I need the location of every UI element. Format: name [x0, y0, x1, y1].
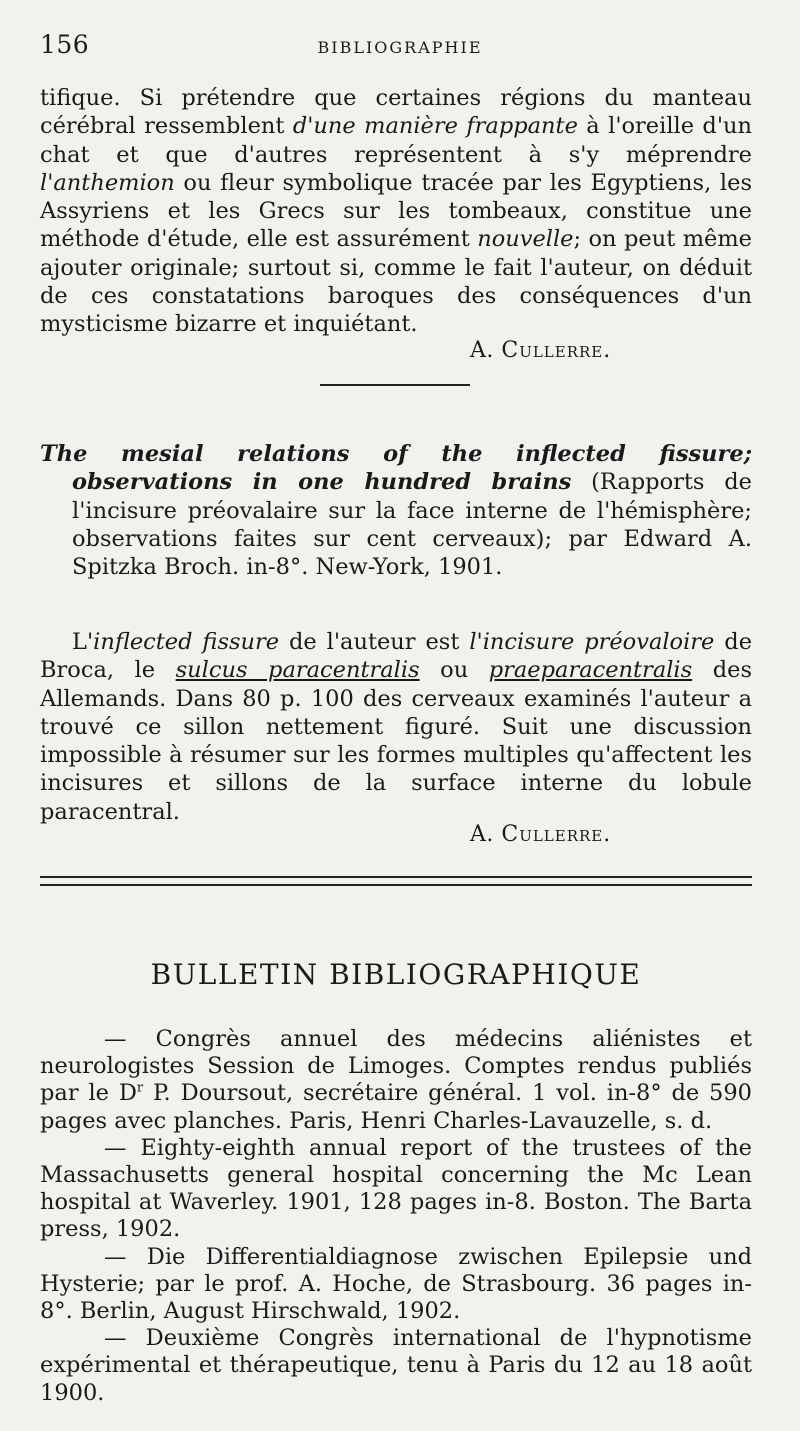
review-signature-1: [470, 338, 611, 363]
bulletin-item: — Die Differentialdiagnose zwischen Epilepsie und Hysterie; par le prof. A. Hoche, de Strasbourg. 36 pages in-8°. Berlin, August Hirschwald, 1902.: [40, 1243, 752, 1325]
bulletin-item: — Deuxième Congrès international de l'hypnotisme expérimental et thérapeutique, tenu à Paris du 12 au 18 août 1900.: [40, 1325, 752, 1406]
text-run: L': [72, 629, 94, 655]
italic-run: praeparacentralis: [488, 657, 693, 684]
section-title: BULLETIN BIBLIOGRAPHIQUE: [150, 958, 642, 991]
signature-name: Cullerre.: [501, 338, 612, 363]
signature-name: Cullerre.: [501, 822, 612, 847]
double-rule-bottom: [40, 884, 752, 886]
text-run: ou: [419, 657, 489, 684]
review-signature-2: [470, 822, 611, 847]
bulletin-item: [40, 1026, 752, 1135]
text-run: à l'oreille d'un chat et que d'autres représentent à s'y méprendre: [40, 113, 752, 168]
signature-initial: A.: [470, 338, 502, 363]
italic-run: sulcus paracentralis: [175, 657, 420, 684]
italic-run: d'une manière frappante: [292, 113, 578, 140]
text-run: — Congrès annuel des médecins aliénistes et neurologistes Session de Limoges. Comptes rendus publiés par le D: [40, 1026, 752, 1107]
page-number: 156: [40, 30, 90, 59]
review-entry-title: [40, 440, 752, 581]
italic-run: l'incisure préovaloire: [469, 629, 715, 655]
separator-rule: [320, 384, 470, 386]
text-run: tifique. Si prétendre que certaines régions du manteau cérébral ressemblent: [40, 85, 752, 140]
text-run: ou fleur symbolique tracée par les Egyptiens, les Assyriens et les Grecs sur les tombeaux, constitue une méthode d'étude, elle est assurément: [40, 169, 752, 253]
review-paragraph-1: [40, 84, 752, 339]
text-run: de l'auteur est: [279, 629, 470, 655]
bulletin-list: [40, 1026, 752, 1407]
double-rule-top: [40, 876, 752, 878]
text-run: P. Doursout, secrétaire général. 1 vol. in-8° de 590 pages avec planches. Paris, Henri Charles-Lavauzelle, s. d.: [40, 1080, 753, 1134]
review-paragraph-2: [40, 628, 752, 826]
book-title: The mesial relations of the inflected fissure; observations in one hundred brains: [40, 441, 752, 496]
text-run: ; on peut même ajouter originale; surtout si, comme le fait l'auteur, on déduit de ces constatations baroques des conséquences d'un mysticisme bizarre et inquiétant.: [40, 226, 752, 338]
signature-initial: A.: [470, 822, 502, 847]
superscript: r: [136, 1080, 144, 1096]
italic-run: inflected fissure: [93, 629, 280, 655]
book-citation: (Rapports de l'incisure préovalaire sur la face interne de l'hémisphère; observations faites sur cent cerveaux); par Edward A. Spitzka Broch. in-8°. New-York, 1901.: [72, 469, 752, 581]
bulletin-item: — Eighty-eighth annual report of the trustees of the Massachusetts general hospital concerning the Mc Lean hospital at Waverley. 1901, 128 pages in-8. Boston. The Barta press, 1902.: [40, 1134, 752, 1243]
text-run: de Broca, le: [40, 629, 753, 684]
page-header: [40, 30, 760, 66]
text-run: des Allemands. Dans 80 p. 100 des cerveaux examinés l'auteur a trouvé ce sillon nettement figuré. Suit une discussion impossible à résumer sur les formes multiples qu'affectent les incisures et sillons de la surface interne du lobule paracentral.: [40, 657, 752, 825]
running-title: BIBLIOGRAPHIE: [317, 38, 483, 57]
italic-run: l'anthemion: [40, 169, 175, 196]
italic-run: nouvelle: [477, 226, 574, 253]
